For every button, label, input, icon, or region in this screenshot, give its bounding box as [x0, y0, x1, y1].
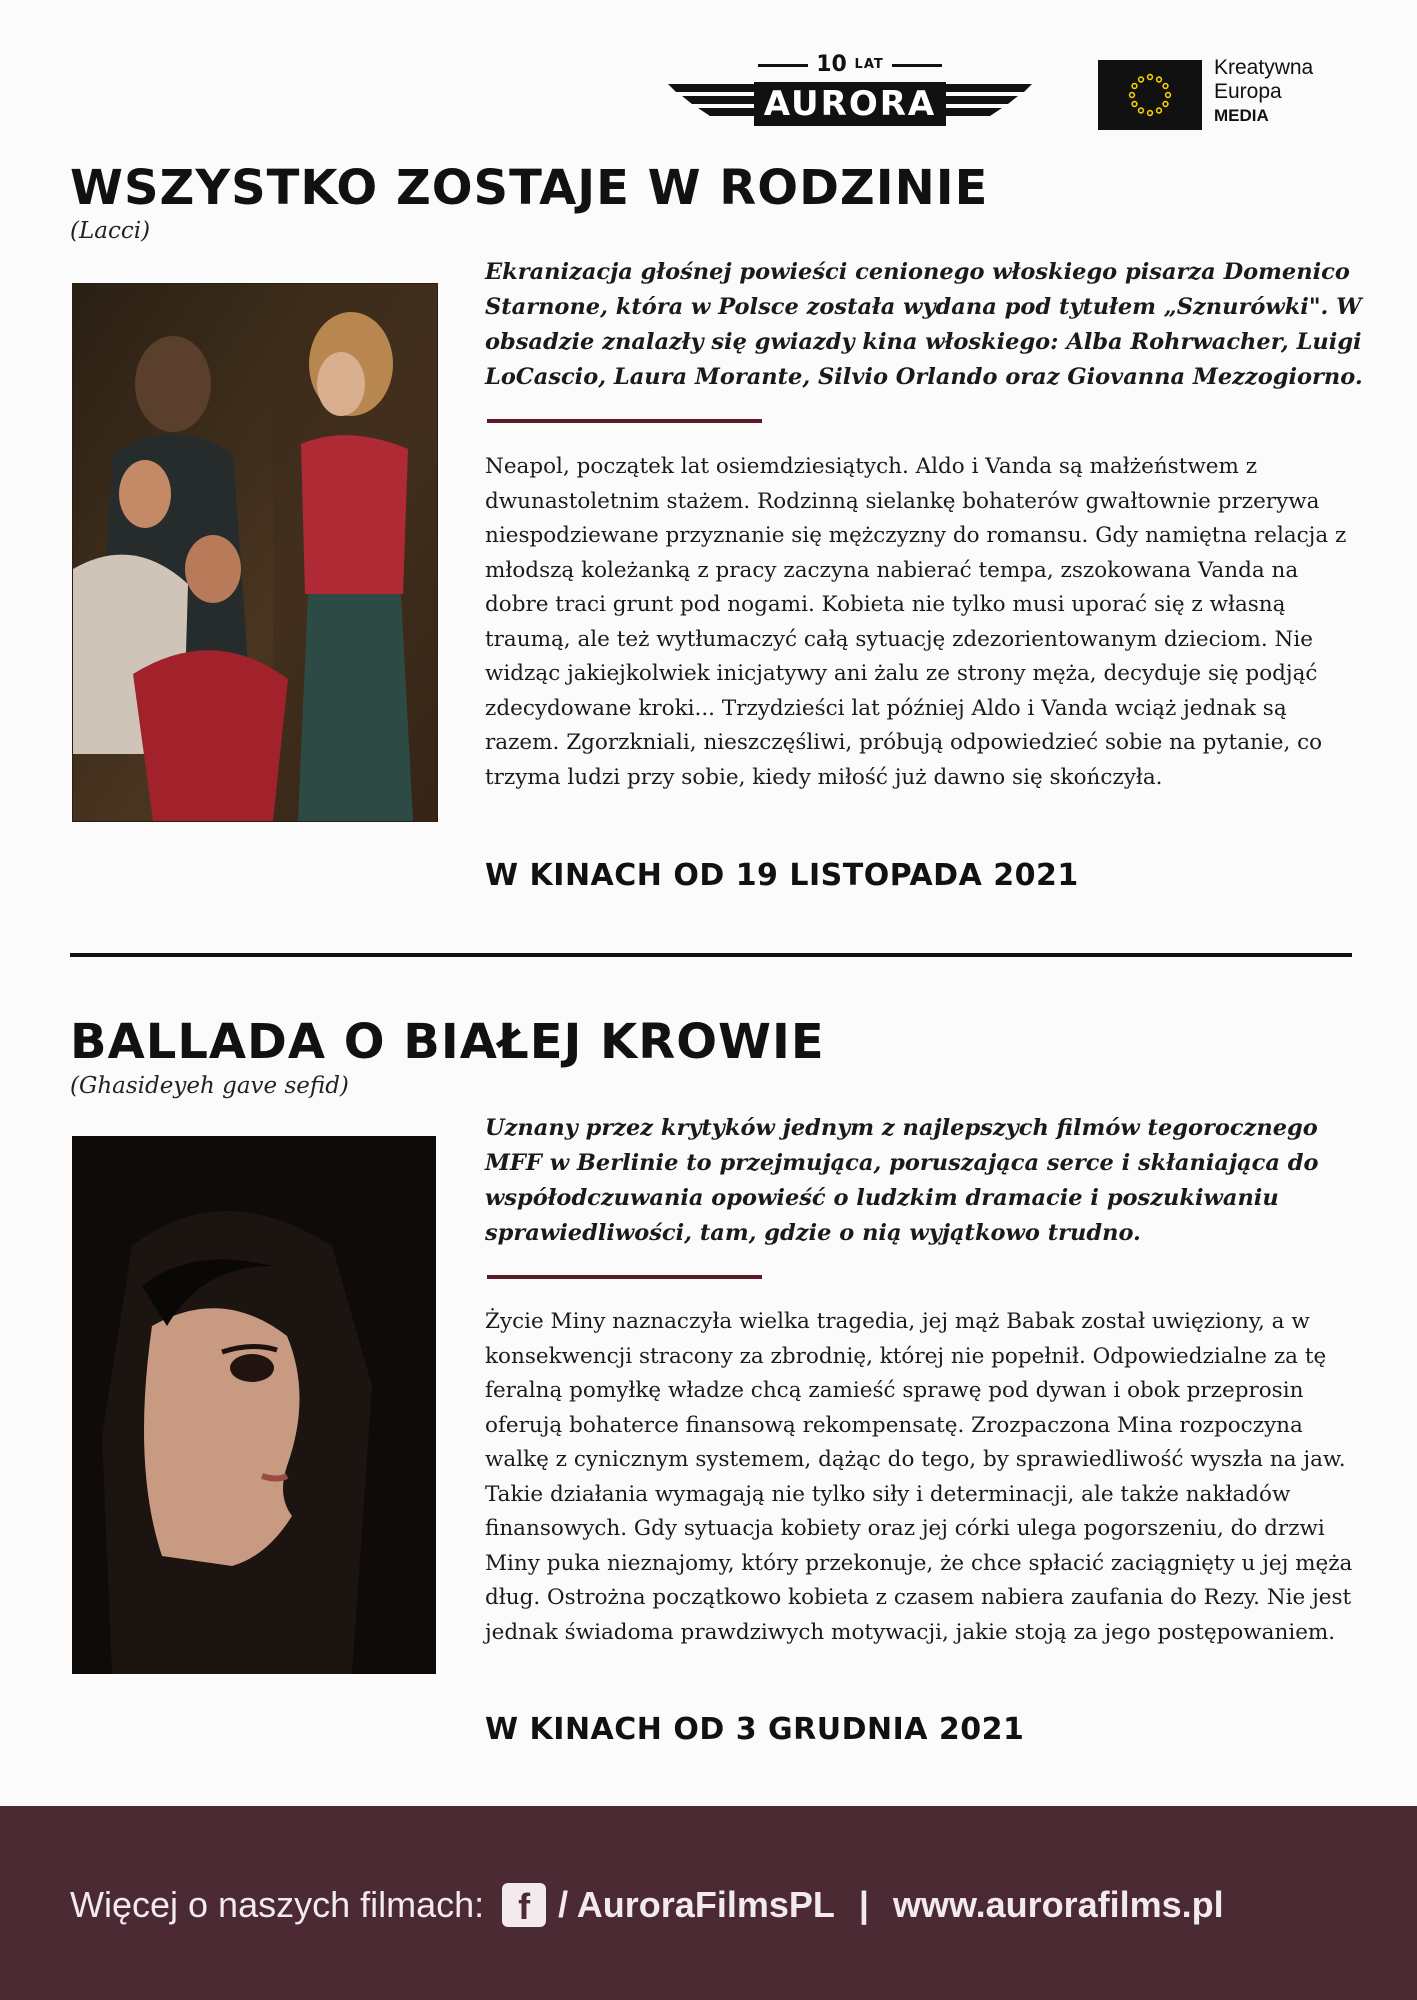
- film-intro: Ekranizacja głośnej powieści cenionego włoskiego pisarza Domenico Starnone, która w Polsce została wydana pod tytułem „Sznurówki". W obsadzie znalazły się gwiazdy kina włoskiego: Alba Rohrwacher, Luigi LoCascio, Laura Morante, Silvio Orlando oraz Giovanna Mezzogiorno.: [485, 259, 1363, 390]
- accent-divider: [487, 419, 762, 423]
- footer-label: Więcej o naszych filmach:: [70, 1884, 485, 1925]
- release-date: W KINACH OD 3 GRUDNIA 2021: [485, 1712, 1025, 1747]
- aurora-wordmark: AURORA: [763, 84, 937, 124]
- anniversary-number: 10: [816, 52, 847, 77]
- eu-program-line3: MEDIA: [1214, 106, 1269, 125]
- facebook-handle-link[interactable]: / AuroraFilmsPL: [558, 1884, 835, 1925]
- release-date: W KINACH OD 19 LISTOPADA 2021: [485, 858, 1079, 893]
- film-intro: Uznany przez krytyków jednym z najlepszych filmów tegorocznego MFF w Berlinie to przejmująca, poruszająca serce i skłaniająca do współodczuwania opowieść o ludzkim dramacie i poszukiwaniu sprawiedliwości, tam, gdzie o nią wyjątkowo trudno.: [485, 1115, 1319, 1246]
- footer-separator: |: [858, 1884, 869, 1925]
- eu-program-line1: Kreatywna: [1214, 56, 1314, 79]
- accent-divider: [487, 1275, 762, 1279]
- footer-bar: [0, 1806, 1417, 2000]
- film-title: BALLADA O BIAŁEJ KROWIE: [70, 1014, 825, 1070]
- eu-program-line2: Europa: [1214, 80, 1282, 103]
- footer-links: [70, 1878, 1370, 1932]
- film-synopsis: Życie Miny naznaczyła wielka tragedia, jej mąż Babak został uwięziony, a w konsekwencji stracony za zbrodnię, której nie popełnił. Odpowiedzialne za tę feralną pomyłkę władze chcą zamieść sprawę pod dywan i obok przeprosin oferują bohaterce finansową rekompensatę. Zrozpaczona Mina rozpoczyna walkę z cynicznym systemem, dążąc do tego, by sprawiedliwość wyszła na jaw. Takie działania wymagają nie tylko siły i determinacji, ale także nakładów finansowych. Gdy sytuacja kobiety oraz jej córki ulega pogorszeniu, do drzwi Miny puka nieznajomy, który przekonuje, że chce spłacić zaciągnięty u jej męża dług. Ostrożna początkowo kobieta z czasem nabiera zaufania do Rezy. Nie jest jednak świadoma prawdziwych motywacji, jakie stoją za jego postępowaniem.: [485, 1309, 1353, 1645]
- creative-europe-media-label: [1214, 56, 1394, 128]
- film-poster-image: [72, 1136, 436, 1674]
- anniversary-label: [668, 52, 1032, 78]
- anniversary-word: LAT: [854, 57, 884, 72]
- section-divider: [70, 953, 1352, 957]
- facebook-icon[interactable]: f: [502, 1883, 546, 1927]
- film-synopsis: Neapol, początek lat osiemdziesiątych. Aldo i Vanda są małżeństwem z dwunastoletnim stażem. Rodzinną sielankę bohaterów gwałtownie przerywa niespodziewane przyznanie się mężczyzny do romansu. Gdy namiętna relacja z młodszą koleżanką z pracy zaczyna nabierać tempa, zszokowana Vanda na dobre traci grunt pod nogami. Kobieta nie tylko musi uporać się z własną traumą, ale też wytłumaczyć całą sytuację zdezorientowanym dzieciom. Nie widząc jakiejkolwiek inicjatywy ani żalu ze strony męża, decyduje się podjąć zdecydowane kroki... Trzydzieści lat później Aldo i Vanda wciąż jednak są razem. Zgorzkniali, nieszczęśliwi, próbują odpowiedzieć sobie na pytanie, co trzyma ludzi przy sobie, kiedy miłość już dawno się skończyła.: [485, 454, 1347, 790]
- film-original-title: (Ghasideyeh gave sefid): [70, 1073, 349, 1099]
- aurora-films-logo: [668, 52, 1032, 130]
- website-link[interactable]: www.aurorafilms.pl: [892, 1884, 1224, 1925]
- eu-flag-icon: [1098, 60, 1202, 130]
- film-title: WSZYSTKO ZOSTAJE W RODZINIE: [70, 160, 989, 216]
- film-poster-image: [72, 283, 438, 822]
- film-original-title: (Lacci): [70, 218, 151, 244]
